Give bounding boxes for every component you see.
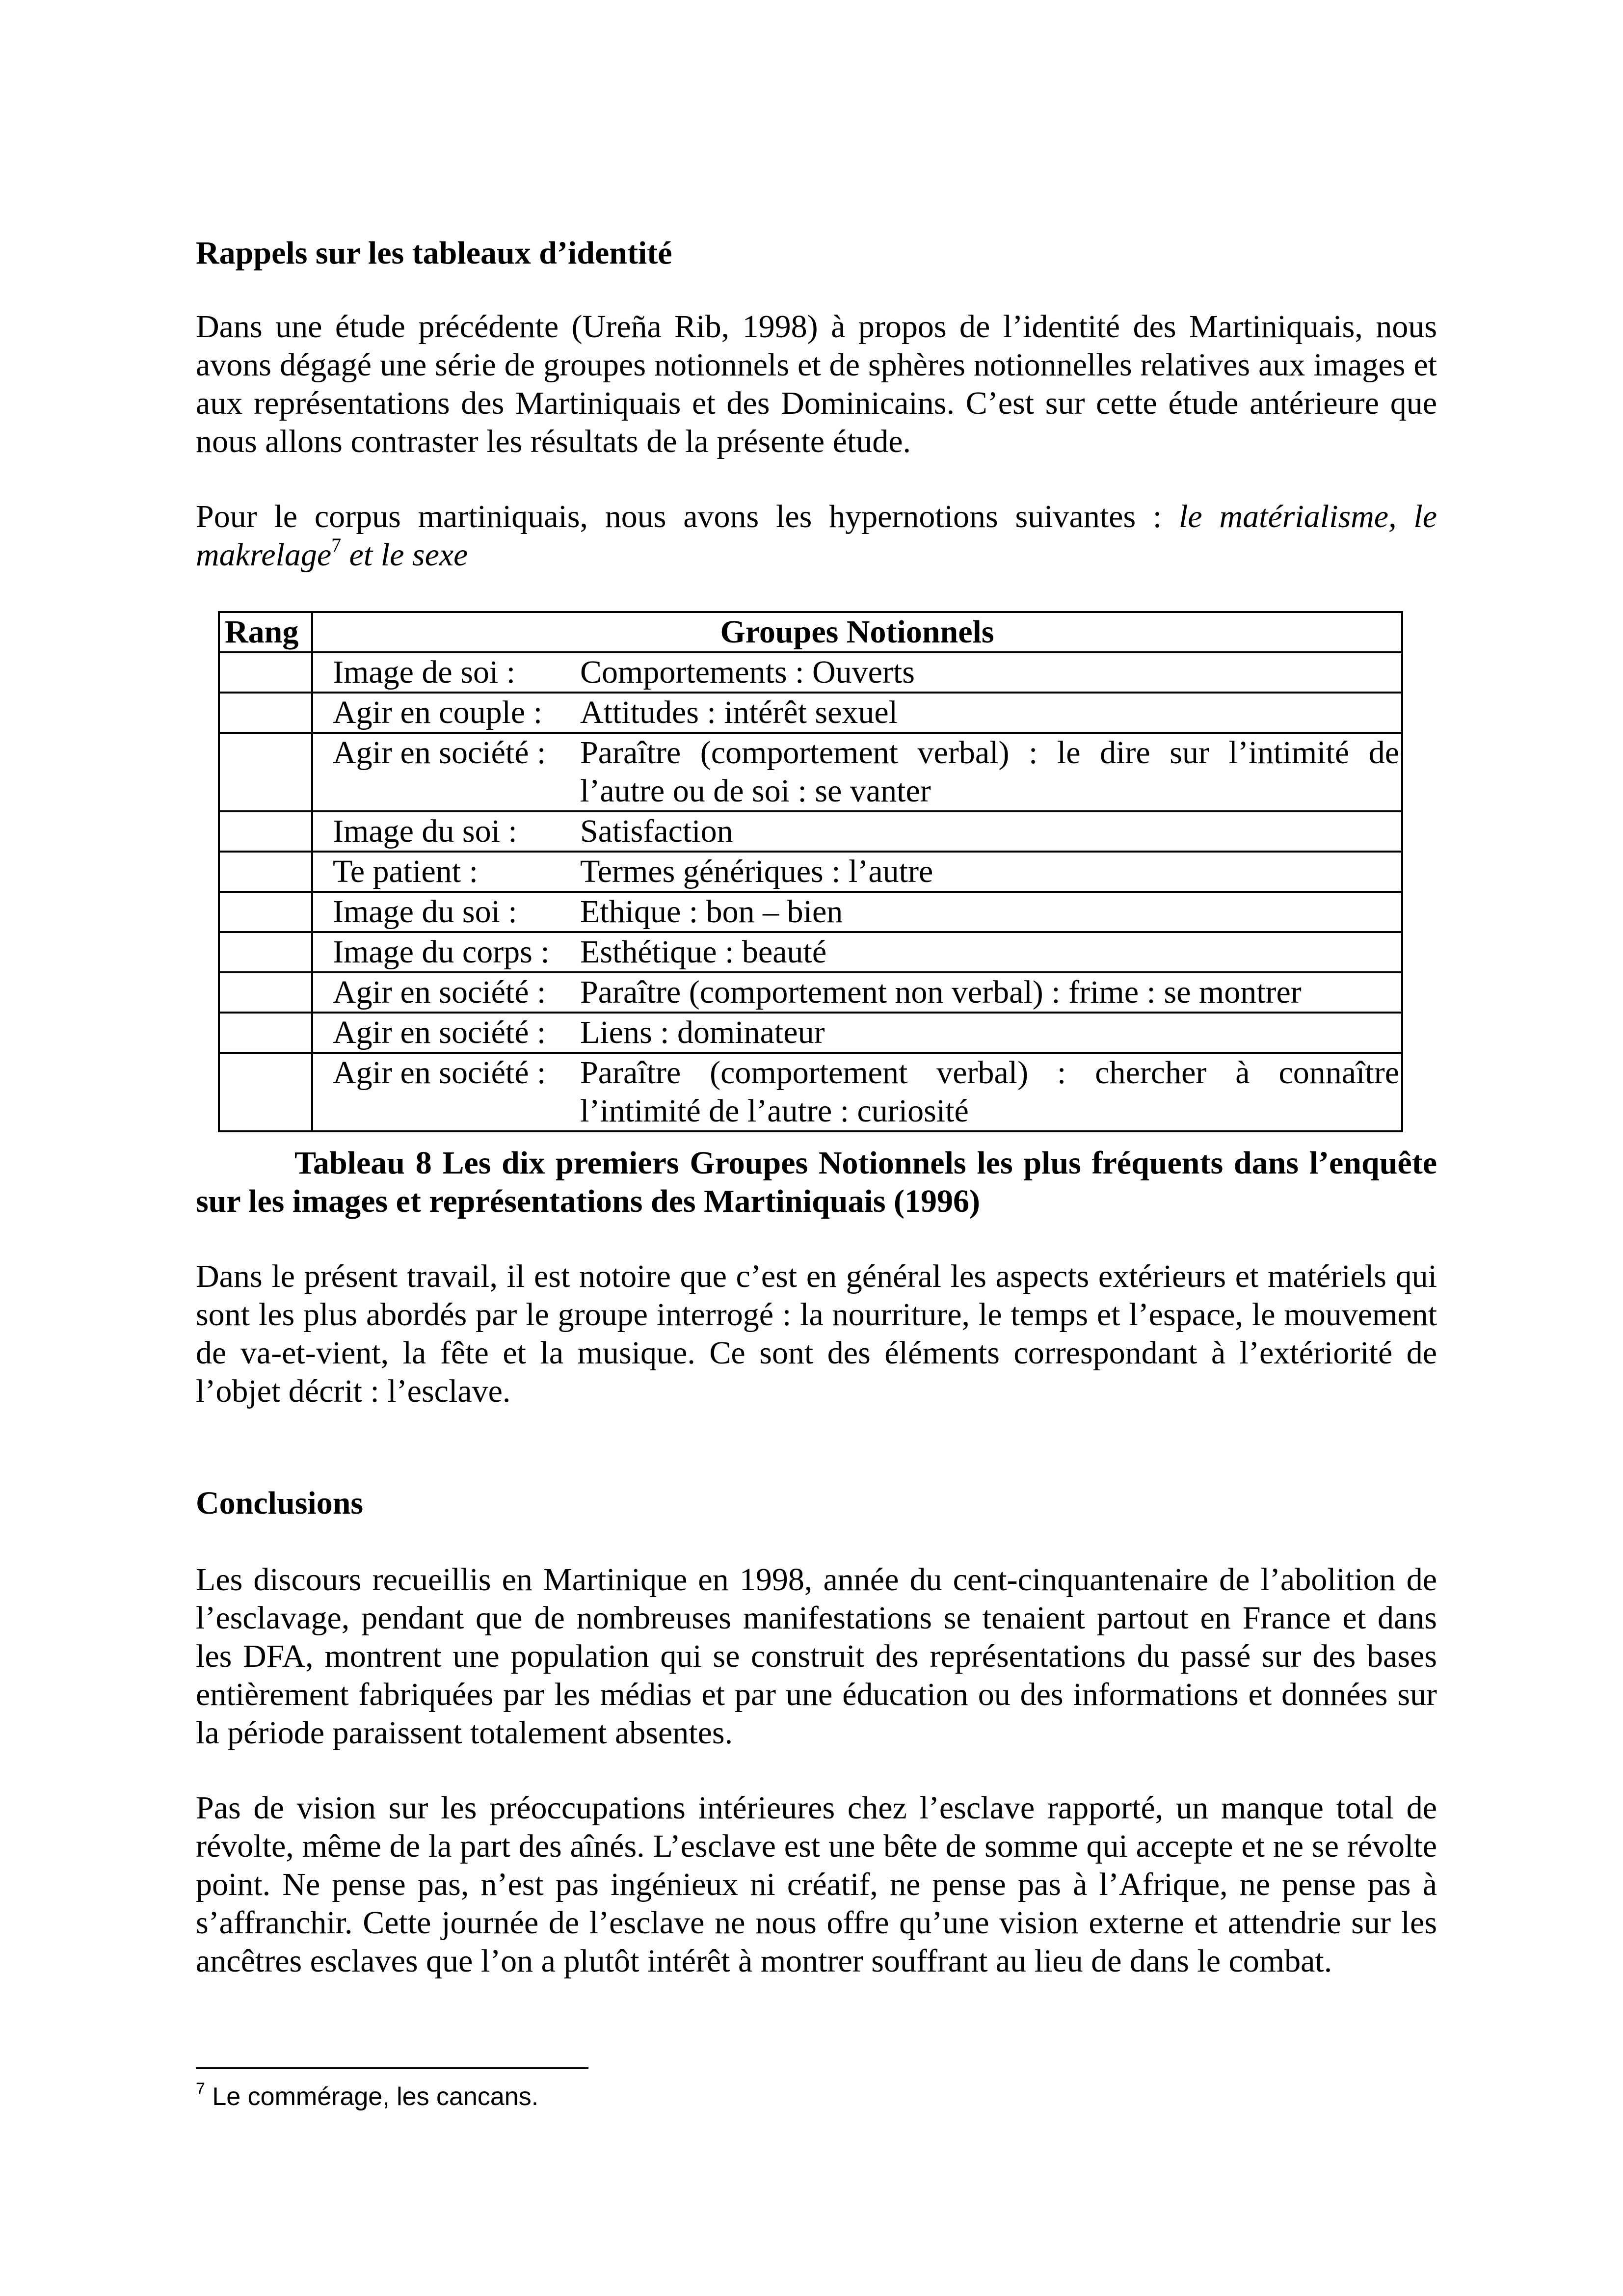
groupe-value: Paraître (comportement verbal) : le dire sur l’intimité de l’autre ou de soi : se vanter	[580, 735, 1399, 809]
groupe-value: Satisfaction	[580, 813, 733, 849]
section-heading: Rappels sur les tableaux d’identité	[196, 235, 672, 271]
paragraph: Dans une étude précédente (Ureña Rib, 1998) à propos de l’identité des Martiniquais, nous avons dégagé une série de groupes notionnels et de sphères notionnelles relatives aux images et aux représentations des Martiniquais et des Dominicains. C’est sur cette étude antérieure que nous allons contraster les résultats de la présente étude.	[196, 309, 1437, 459]
groupe-value: Liens : dominateur	[580, 1015, 825, 1050]
italic-text: le matérialisme, le makrelage	[196, 499, 1437, 573]
italic-text: et le sexe	[341, 537, 468, 573]
rang-cell	[219, 1013, 312, 1053]
table-row	[219, 1013, 1402, 1053]
footnote-number: 7	[196, 2080, 205, 2098]
groupe-cell	[312, 892, 1402, 932]
groupe-label: Agir en société :	[333, 974, 546, 1010]
table-row	[219, 811, 1402, 852]
rang-cell	[219, 892, 312, 932]
groupes-notionnels-table	[218, 611, 1403, 1132]
rang-cell	[219, 733, 312, 811]
table-row	[219, 652, 1402, 693]
header-groupes: Groupes Notionnels	[312, 612, 1402, 652]
paragraph: Pas de vision sur les préoccupations intérieures chez l’esclave rapporté, un manque total de révolte, même de la part des aînés. L’esclave est une bête de somme qui accepte et ne se révolte point. Ne pense pas, n’est pas ingénieux ni créatif, ne pense pas à l’Afrique, ne pense pas à s’affranchir. Cette journée de l’esclave ne nous offre qu’une vision externe et attendrie sur les ancêtres esclaves que l’on a plutôt intérêt à montrer souffrant au lieu de dans le combat.	[196, 1790, 1437, 1979]
groupe-value: Esthétique : beauté	[580, 934, 827, 970]
groupe-label: Image du soi :	[333, 894, 517, 930]
rang-cell	[219, 932, 312, 972]
groupe-cell	[312, 693, 1402, 733]
rang-cell	[219, 1053, 312, 1131]
groupe-value: Paraître (comportement verbal) : chercher à connaître l’intimité de l’autre : curiosité	[580, 1055, 1399, 1129]
groupe-value: Ethique : bon – bien	[580, 894, 843, 930]
groupe-cell	[312, 852, 1402, 892]
groupe-label: Agir en société :	[333, 1015, 546, 1050]
groupe-cell	[312, 652, 1402, 693]
table-row	[219, 972, 1402, 1013]
table-row	[219, 693, 1402, 733]
groupe-label: Image du corps :	[333, 934, 550, 970]
section-heading-conclusions: Conclusions	[196, 1485, 364, 1521]
groupe-label: Image de soi :	[333, 654, 516, 690]
groupe-label: Image du soi :	[333, 813, 517, 849]
text: Pour le corpus martiniquais, nous avons les hypernotions suivantes :	[196, 499, 1179, 534]
groupe-cell	[312, 932, 1402, 972]
rang-cell	[219, 811, 312, 852]
footnote-text: Le commérage, les cancans.	[205, 2082, 539, 2111]
table-row	[219, 1053, 1402, 1131]
groupe-cell	[312, 1013, 1402, 1053]
groupe-label: Te patient :	[333, 854, 478, 889]
groupe-value: Comportements : Ouverts	[580, 654, 915, 690]
groupe-cell	[312, 733, 1402, 811]
paragraph-hypernotions	[196, 498, 1437, 574]
footnote-separator	[196, 2067, 588, 2069]
groupe-cell	[312, 811, 1402, 852]
rang-cell	[219, 852, 312, 892]
rang-cell	[219, 972, 312, 1013]
header-rang: Rang	[219, 612, 312, 652]
rang-cell	[219, 693, 312, 733]
groupe-value: Attitudes : intérêt sexuel	[580, 694, 898, 730]
groupe-value: Paraître (comportement non verbal) : frime : se montrer	[580, 974, 1302, 1010]
footnote-ref[interactable]: 7	[331, 534, 342, 556]
footnote	[196, 2082, 538, 2111]
groupe-label: Agir en société :	[333, 1055, 546, 1091]
table-row	[219, 733, 1402, 811]
groupe-label: Agir en société :	[333, 735, 546, 771]
paragraph: Les discours recueillis en Martinique en 1998, année du cent-cinquantenaire de l’abolition de l’esclavage, pendant que de nombreuses manifestations se tenaient partout en France et dans les DFA, montrent une population qui se construit des représentations du passé sur des bases entièrement fabriquées par les médias et par une éducation ou des informations et données sur la période paraissent totalement absentes.	[196, 1562, 1437, 1751]
groupe-label: Agir en couple :	[333, 694, 543, 730]
table-row	[219, 852, 1402, 892]
table-row	[219, 892, 1402, 932]
table-header-row	[219, 612, 1402, 652]
table-row	[219, 932, 1402, 972]
groupe-cell	[312, 1053, 1402, 1131]
groupe-cell	[312, 972, 1402, 1013]
table-caption: Tableau 8 Les dix premiers Groupes Notionnels les plus fréquents dans l’enquête sur les images et représentations des Martiniquais (1996)	[196, 1145, 1437, 1219]
rang-cell	[219, 652, 312, 693]
groupe-value: Termes génériques : l’autre	[580, 854, 933, 889]
paragraph: Dans le présent travail, il est notoire que c’est en général les aspects extérieurs et matériels qui sont les plus abordés par le groupe interrogé : la nourriture, le temps et l’espace, le mouvement de va-et-vient, la fête et la musique. Ce sont des éléments correspondant à l’extériorité de l’objet décrit : l’esclave.	[196, 1258, 1437, 1409]
